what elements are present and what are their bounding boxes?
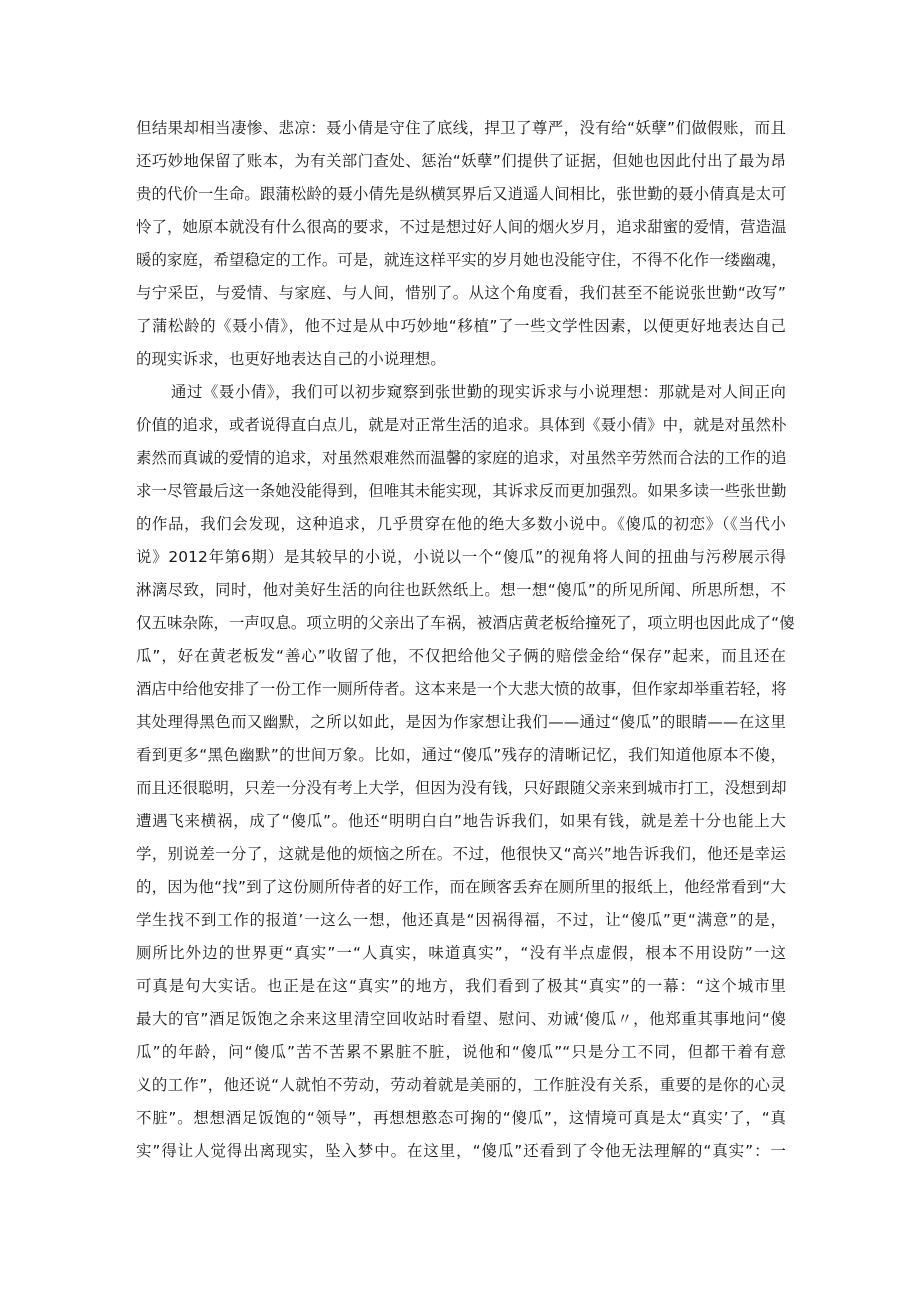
text-line: 素然而真诚的爱情的追求，对虽然艰难然而温馨的家庭的追求，对虽然辛劳然而合法的工作的追 xyxy=(136,449,787,467)
text-line: 但结果却相当凄惨、悲凉：聂小倩是守住了底线，捍卫了尊严，没有给“妖孽”们做假账，而且 xyxy=(136,119,786,137)
text-line: 最大的官”酒足饭饱之余来这里清空回收站时看望、慰问、劝诫‘傻瓜〃，他郑重其事地问“傻 xyxy=(136,1010,786,1028)
text-line: 瓜”，好在黄老板发“善心”收留了他，不仅把给他父子俩的赔偿金给“保存”起来，而且还在 xyxy=(136,647,786,665)
text-line: 还巧妙地保留了账本，为有关部门查处、惩治“妖孽”们提供了证据，但她也因此付出了最为昂 xyxy=(136,152,786,170)
text-line: 价值的追求，或者说得直白点儿，就是对正常生活的追求。具体到《聂小倩》中，就是对虽然朴 xyxy=(136,416,787,434)
text-line: 实”得让人觉得出离现实，坠入梦中。在这里，“傻瓜”还看到了令他无法理解的“真实”：一 xyxy=(136,1142,786,1160)
text-line: 瓜”的年龄，问“傻瓜”苦不苦累不累脏不脏，说他和“傻瓜”“只是分工不同，但都干着有意 xyxy=(136,1043,786,1061)
text-line: 看到更多“黑色幽默”的世间万象。比如，通过“傻瓜”残存的清晰记忆，我们知道他原本不傻， xyxy=(136,746,786,764)
text-line: 淋漓尽致，同时，他对美好生活的向往也跃然纸上。想一想“傻瓜”的所见所闻、所思所想，不 xyxy=(136,581,786,599)
text-line: 学，别说差一分了，这就是他的烦恼之所在。不过，他很快又“高兴”地告诉我们，他还是幸运 xyxy=(136,845,786,863)
text-line: 学生找不到工作的报道’一这么一想，他还真是“因祸得福，不过，让“傻瓜”更“满意”的是， xyxy=(136,911,786,929)
paragraph-first-line: 通过《聂小倩》，我们可以初步窥察到张世勤的现实诉求与小说理想：那就是对人间正向 xyxy=(171,383,786,401)
text-line: 仅五味杂陈，一声叹息。项立明的父亲出了车祸，被酒店黄老板给撞死了，项立明也因此成了“傻 xyxy=(136,614,795,632)
text-line: 暖的家庭，希望稳定的工作。可是，就连这样平实的岁月她也没能守住，不得不化作一缕幽魂， xyxy=(136,251,787,269)
text-line: 贵的代价一生命。跟蒲松龄的聂小倩先是纵横冥界后又逍遥人间相比，张世勤的聂小倩真是太可 xyxy=(136,185,787,203)
body-text xyxy=(136,112,795,1168)
text-line: 厕所比外边的世界更“真实”一“人真实，味道真实”，“没有半点虚假，根本不用设防”一这 xyxy=(136,944,786,962)
text-line: 了蒲松龄的《聂小倩》，他不过是从中巧妙地“移植”了一些文学性因素，以便更好地表达自己 xyxy=(136,317,786,335)
text-line: 而且还很聪明，只差一分没有考上大学，但因为没有钱，只好跟随父亲来到城市打工，没想到却 xyxy=(136,779,787,797)
paragraph-end-line: 的现实诉求，也更好地表达自己的小说理想。 xyxy=(136,350,446,368)
text-line: 求一尽管最后这一条她没能得到，但唯其未能实现，其诉求反而更加强烈。如果多读一些张世勤 xyxy=(136,482,787,500)
text-line: 其处理得黑色而又幽默，之所以如此，是因为作家想让我们——通过“傻瓜”的眼睛——在这里 xyxy=(136,713,786,731)
text-line: 遭遇飞来横祸，成了“傻瓜”。他还“明明白白”地告诉我们，如果有钱，就是差十分也能上大 xyxy=(136,812,786,830)
text-line: 与宁采臣，与爱情、与家庭、与人间，惜别了。从这个角度看，我们甚至不能说张世勤“改写” xyxy=(136,284,786,302)
text-line: 义的工作”，他还说“人就怕不劳动，劳动着就是美丽的，工作脏没有关系，重要的是你的心灵 xyxy=(136,1076,786,1094)
text-line: 酒店中给他安排了一份工作一厕所侍者。这本来是一个大悲大愤的故事，但作家却举重若轻，将 xyxy=(136,680,787,698)
text-line: 的作品，我们会发现，这种追求，几乎贯穿在他的绝大多数小说中。《傻瓜的初恋》（《当代小 xyxy=(136,515,786,533)
text-line: 可真是句大实话。也正是在这“真实”的地方，我们看到了极其“真实”的一幕：“这个城市里 xyxy=(136,977,786,995)
text-line: 不脏”。想想酒足饭饱的“领导”，再想想憨态可掬的“傻瓜”，这情境可真是太“真实’了，“真 xyxy=(136,1109,786,1127)
text-line: 说》2012年第6期）是其较早的小说，小说以一个“傻瓜”的视角将人间的扭曲与污秽展示得 xyxy=(136,548,786,566)
text-line: 怜了，她原本就没有什么很高的要求，不过是想过好人间的烟火岁月，追求甜蜜的爱情，营造温 xyxy=(136,218,787,236)
text-line: 的，因为他“找”到了这份厕所侍者的好工作，而在顾客丢弃在厕所里的报纸上，他经常看到“大 xyxy=(136,878,786,896)
